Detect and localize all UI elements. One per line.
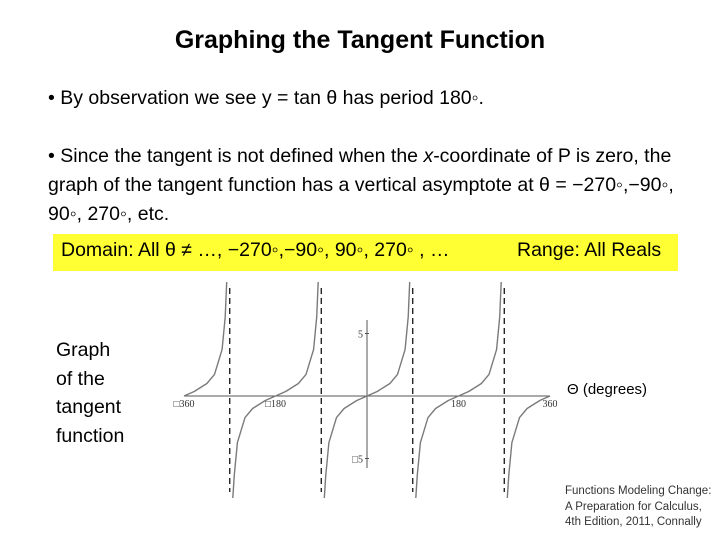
domain-text: Domain: All θ ≠ …, −270◦,−90◦, 90◦, 270◦ , … <box>61 239 450 261</box>
graph-label-line: of the <box>56 367 105 390</box>
tick-group <box>173 330 557 466</box>
graph-label-line: tangent <box>56 396 122 418</box>
tan-branch-curve <box>416 282 501 498</box>
source-credit <box>565 484 711 531</box>
graph-label <box>56 336 124 450</box>
tan-branch-curve <box>233 282 318 498</box>
credit-line: A Preparation for Calculus, <box>565 500 702 513</box>
tan-branch-curve <box>507 396 550 498</box>
credit-line: Functions Modeling Change: <box>565 485 712 497</box>
page-title: Graphing the Tangent Function <box>174 26 546 54</box>
x-tick-label: 180 <box>451 399 466 410</box>
x-tick-label: □360 <box>173 399 195 410</box>
y-tick-label: □5 <box>351 454 363 466</box>
bullet-period: • By observation we see y = tan θ has period 180◦. <box>48 87 484 109</box>
graph-label-line: Graph <box>56 339 111 361</box>
bullet-asymptote-text-1: • Since the tangent is not defined when the <box>48 145 424 167</box>
credit-line: 4th Edition, 2011, Connally <box>565 516 702 528</box>
x-axis-label: Θ (degrees) <box>567 381 648 398</box>
x-tick-label: 360 <box>542 399 558 410</box>
y-tick-label: 5 <box>358 329 363 341</box>
bullet-asymptote-x: x <box>423 145 434 167</box>
domain-range-highlight <box>53 234 678 271</box>
bullet-asymptote <box>48 142 688 229</box>
graph-label-line: function <box>56 424 125 447</box>
tan-branch-curve <box>184 282 227 396</box>
tangent-graph <box>170 282 566 498</box>
bullet-asymptote-text-2: -coordinate of P is zero, the graph of the tangent function has a vertical asymptote at θ = −270◦,−90◦, 90◦, 270◦, etc. <box>48 145 674 225</box>
x-tick-label: □180 <box>264 399 287 410</box>
range-text: Range: All Reals <box>517 239 662 261</box>
